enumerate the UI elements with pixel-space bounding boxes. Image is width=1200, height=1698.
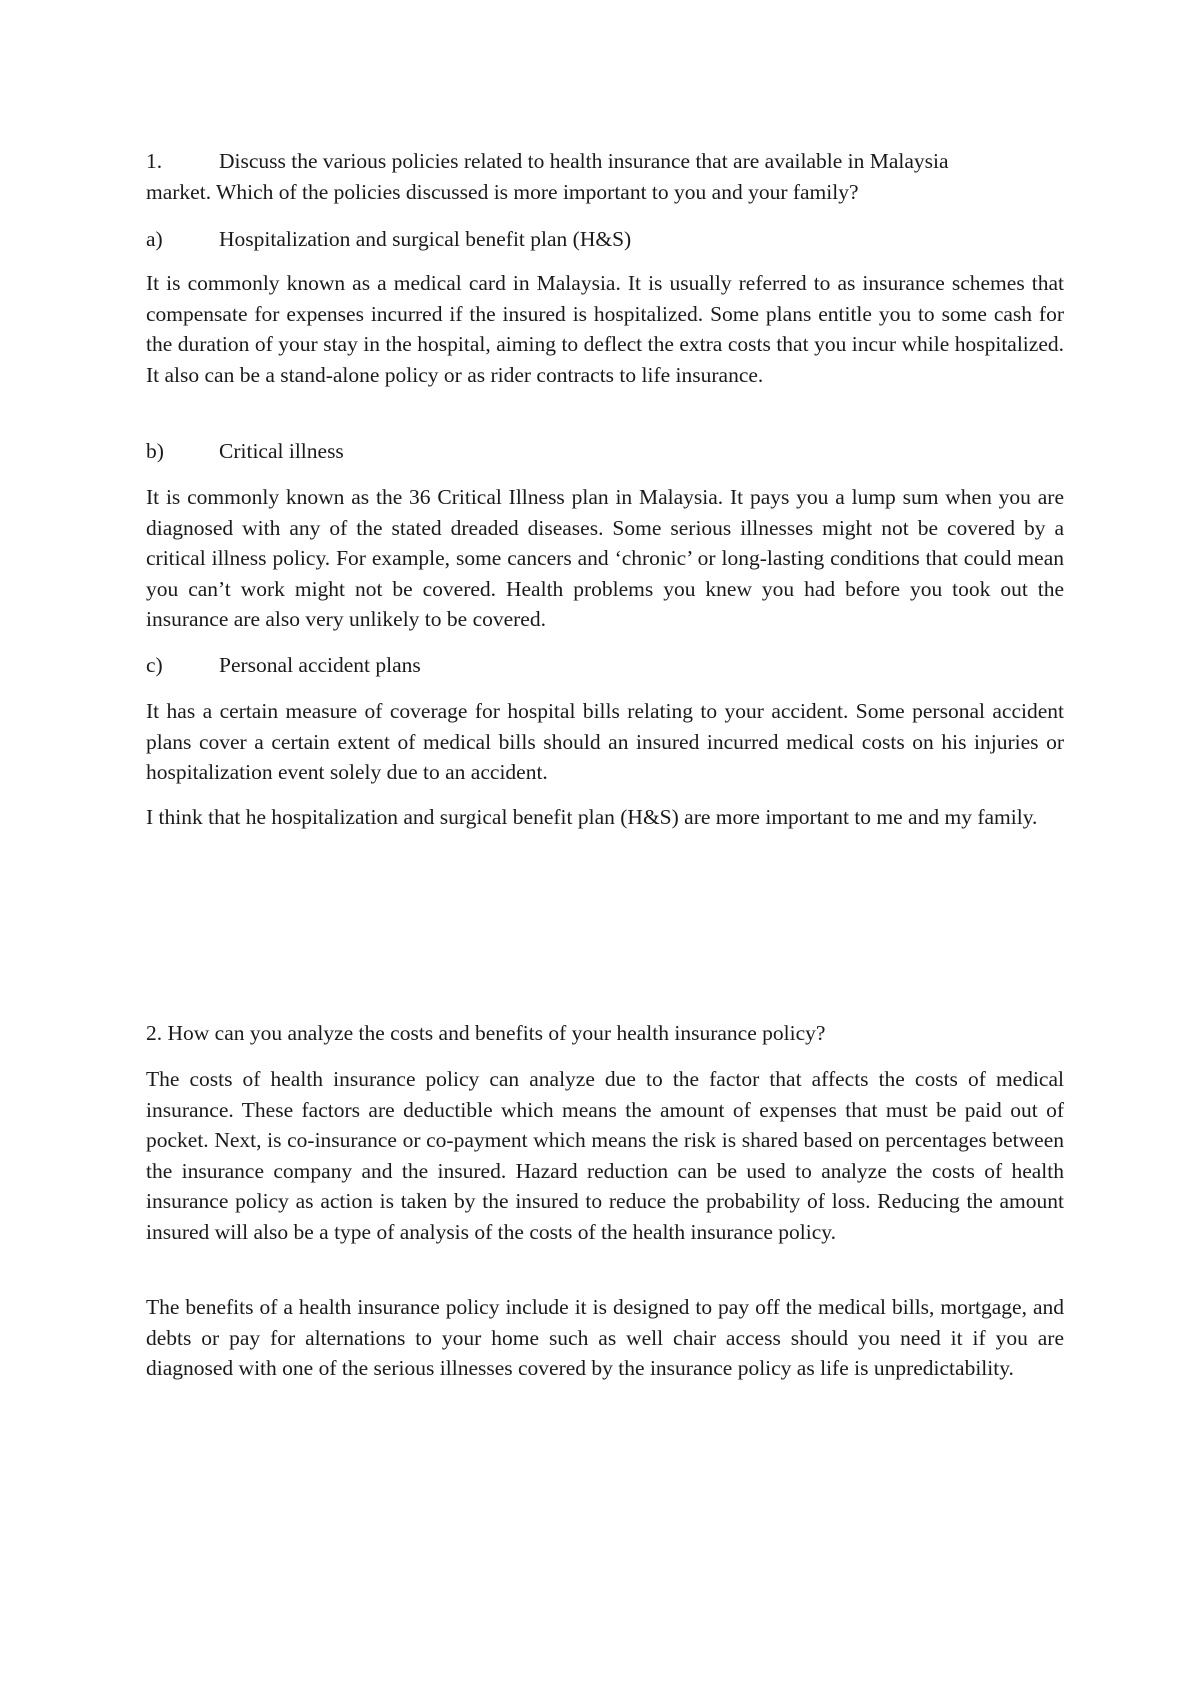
- section-b-marker: b): [146, 439, 164, 463]
- section-a-title: Hospitalization and surgical benefit plan (H&S): [219, 227, 632, 251]
- conclusion-paragraph: I think that he hospitalization and surgical benefit plan (H&S) are more important to me and my family.: [146, 805, 1038, 829]
- section-c-heading: [146, 650, 1064, 681]
- section-a-heading: [146, 224, 1064, 255]
- section-b-paragraph: It is commonly known as the 36 Critical Illness plan in Malaysia. It pays you a lump sum when you are diagnosed with any of the stated dreaded diseases. Some serious illnesses might not be covered by a critical illness policy. For example, some cancers and ‘chronic’ or long-lasting conditions that could mean you can’t work might not be covered. Health problems you knew you had before you took out the insurance are also very unlikely to be covered.: [146, 485, 1064, 631]
- question-1-text-line2: market. Which of the policies discussed is more important to you and your family?: [146, 179, 859, 204]
- costs-paragraph: The costs of health insurance policy can analyze due to the factor that affects the costs of medical insurance. These factors are deductible which means the amount of expenses that must be paid out of pocket. Next, is co-insurance or co-payment which means the risk is shared based on percentages between the insurance company and the insured. Hazard reduction can be used to analyze the costs of health insurance policy as action is taken by the insured to reduce the probability of loss. Reducing the amount insured will also be a type of analysis of the costs of the health insurance policy.: [146, 1067, 1064, 1244]
- question-1-first-line: [146, 146, 1064, 177]
- section-b-title: Critical illness: [219, 439, 344, 463]
- section-c-title: Personal accident plans: [219, 653, 421, 677]
- question-1: [146, 146, 1064, 207]
- benefits-paragraph: The benefits of a health insurance policy include it is designed to pay off the medical bills, mortgage, and debts or pay for alternations to your home such as well chair access should you need it if you are diagnosed with one of the serious illnesses covered by the insurance policy as life is unpredictability.: [146, 1295, 1064, 1380]
- section-b-heading: [146, 436, 1064, 467]
- section-c-paragraph: It has a certain measure of coverage for hospital bills relating to your accident. Some personal accident plans cover a certain extent of medical bills should an insured incurred medical costs on his injuries or hospitalization event solely due to an accident.: [146, 699, 1064, 784]
- section-a-marker: a): [146, 227, 163, 251]
- question-2: 2. How can you analyze the costs and benefits of your health insurance policy?: [146, 1021, 826, 1045]
- section-c-marker: c): [146, 653, 163, 677]
- section-a-paragraph: It is commonly known as a medical card in Malaysia. It is usually referred to as insurance schemes that compensate for expenses incurred if the insured is hospitalized. Some plans entitle you to some cash for the duration of your stay in the hospital, aiming to deflect the extra costs that you incur while hospitalized. It also can be a stand-alone policy or as rider contracts to life insurance.: [146, 271, 1064, 387]
- question-1-text-line1: Discuss the various policies related to health insurance that are available in Malaysia: [219, 149, 949, 173]
- question-1-number: 1.: [146, 149, 163, 173]
